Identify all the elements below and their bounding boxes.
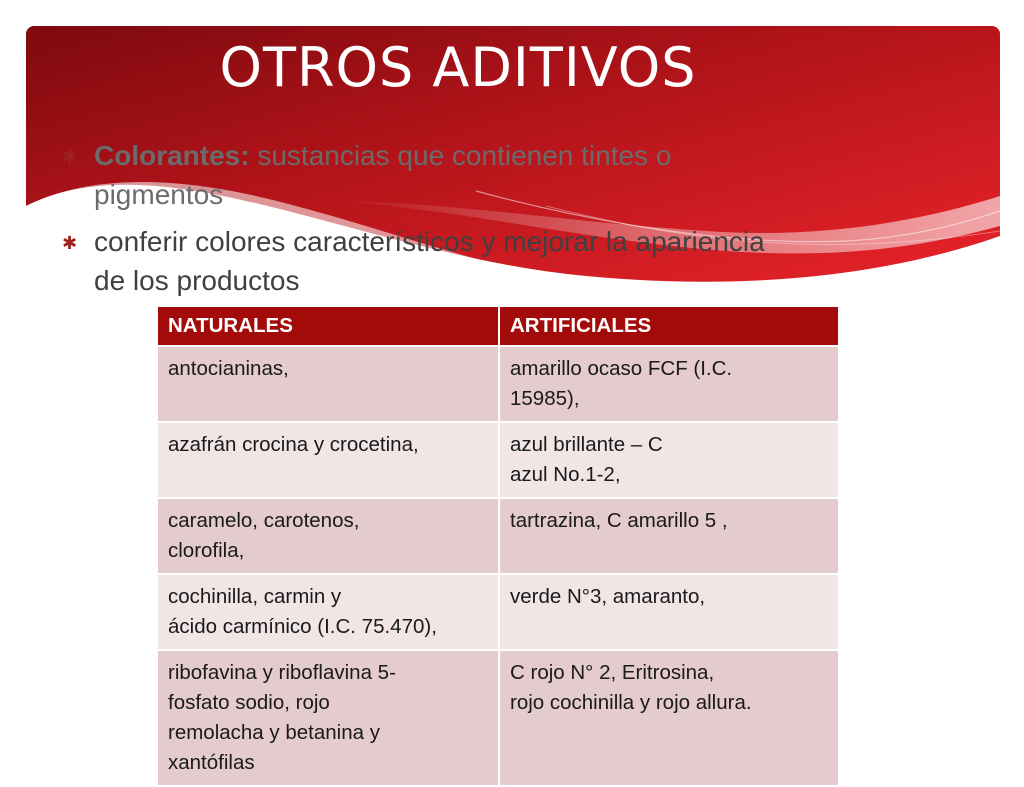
table-row <box>157 498 839 574</box>
cell-text: azul No.1-2, <box>510 463 621 486</box>
cell-text: verde N°3, amaranto, <box>510 585 706 608</box>
asterisk-bullet-icon: ✱ <box>62 233 78 253</box>
cell-naturales <box>157 498 499 574</box>
cell-naturales <box>157 346 499 422</box>
cell-text: clorofila, <box>168 539 245 562</box>
cell-naturales <box>157 650 499 786</box>
table-row <box>157 574 839 650</box>
cell-text: fosfato sodio, rojo <box>168 691 330 714</box>
table-header-row <box>157 306 839 346</box>
cell-artificiales <box>499 650 839 786</box>
colorantes-table <box>156 305 840 787</box>
cell-artificiales <box>499 346 839 422</box>
cell-text: azul brillante – C <box>510 433 663 456</box>
header-artificiales: ARTIFICIALES <box>499 306 839 346</box>
cell-text: amarillo ocaso FCF (I.C. <box>510 357 733 380</box>
asterisk-bullet-icon: ✱ <box>62 147 78 167</box>
cell-text: xantófilas <box>168 751 255 774</box>
cell-text: ácido carmínico (I.C. 75.470), <box>168 615 437 638</box>
bullet-list <box>60 136 780 308</box>
bullet-text: conferir colores característicos y mejorar la apariencia de los productos <box>94 226 765 296</box>
slide-title: OTROS ADITIVOS <box>219 36 697 99</box>
table-row <box>157 650 839 786</box>
cell-text: 15985), <box>510 387 580 410</box>
bullet-item-colorantes <box>60 136 780 214</box>
cell-text: ribofavina y riboflavina 5- <box>168 661 396 684</box>
bullet-item-conferir <box>60 222 780 300</box>
cell-text: rojo cochinilla y rojo allura. <box>510 691 752 714</box>
cell-text: azafrán crocina y crocetina, <box>168 433 419 456</box>
cell-text: C rojo N° 2, Eritrosina, <box>510 661 715 684</box>
table-row <box>157 422 839 498</box>
cell-text: remolacha y betanina y <box>168 721 380 744</box>
cell-text: caramelo, carotenos, <box>168 509 360 532</box>
bullet-lead-term: Colorantes: <box>94 140 250 171</box>
cell-text: antocianinas, <box>168 357 289 380</box>
cell-text: tartrazina, C amarillo 5 , <box>510 509 728 532</box>
cell-artificiales <box>499 574 839 650</box>
header-naturales: NATURALES <box>157 306 499 346</box>
bullet-text: sustancias que contienen tintes o pigmentos <box>94 140 672 210</box>
cell-text: cochinilla, carmin y <box>168 585 342 608</box>
cell-naturales <box>157 422 499 498</box>
cell-naturales <box>157 574 499 650</box>
cell-artificiales <box>499 498 839 574</box>
cell-artificiales <box>499 422 839 498</box>
table-row <box>157 346 839 422</box>
